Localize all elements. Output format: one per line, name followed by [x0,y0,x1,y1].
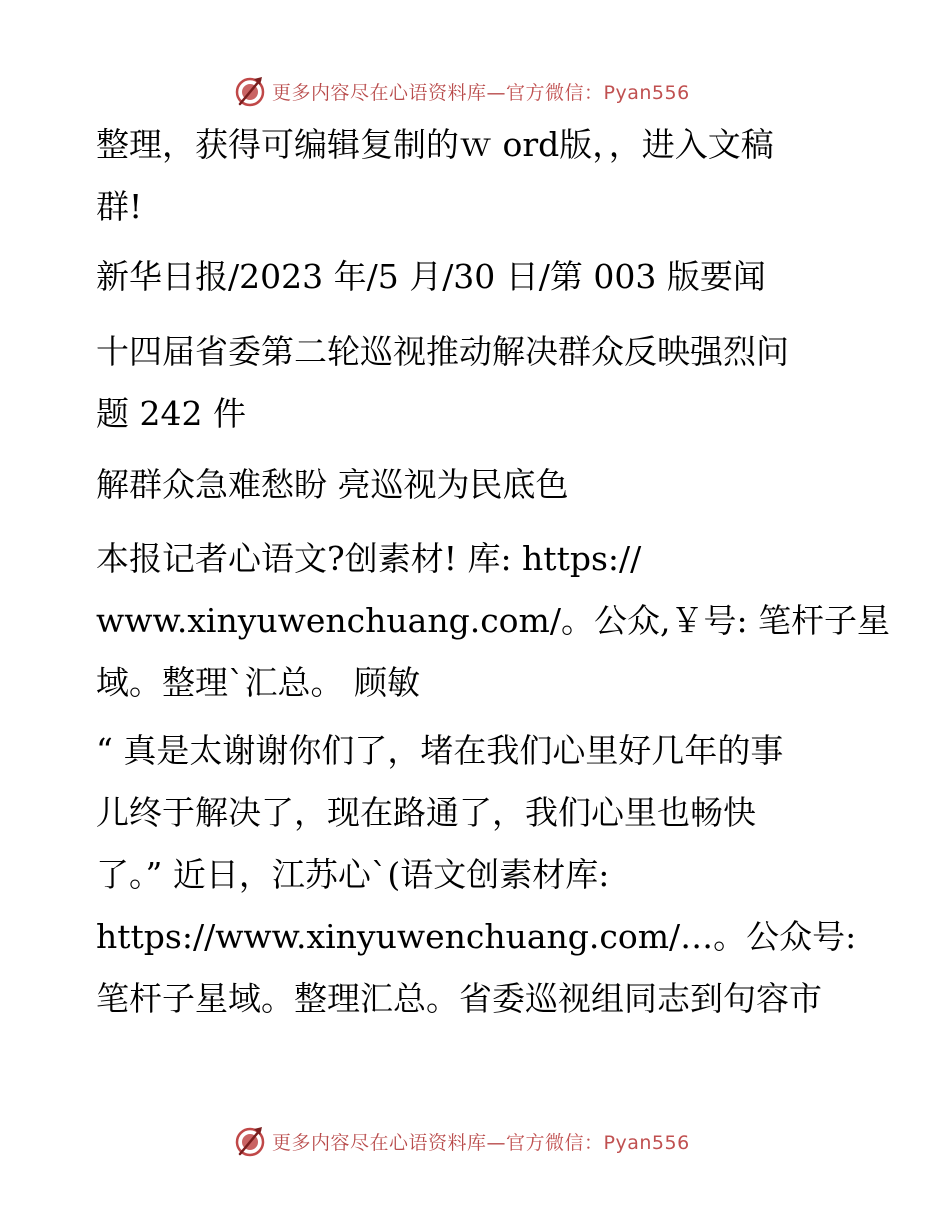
banner-wechat-text: 官方微信：Pyan556 [506,1131,690,1154]
paragraph-source [96,246,866,308]
text-line: 笔杆子星域。整理汇总。省委巡视组同志到句容市 [96,979,822,1018]
paragraph-body [96,720,866,1030]
text-line: www.xinyuwenchuang.com/。公众,￥号: 笔杆子星 [96,601,891,640]
banner-content [234,1124,690,1158]
banner-site-text: 更多内容尽在心语资料库 [272,81,487,104]
text-line: 了。” 近日，江苏心`(语文创素材库: [96,855,610,894]
text-line: https://www.xinyuwenchuang.com/…。公众号: [96,917,857,956]
text-line: 十四届省委第二轮巡视推动解决群众反映强烈问 [96,332,789,371]
text-line: 题 242 件 [96,394,246,433]
text-line: 域。整理`汇总。 顾敏 [96,663,420,702]
paragraph-headline [96,321,866,445]
banner-wechat-text: 官方微信：Pyan556 [506,81,690,104]
banner-site-text: 更多内容尽在心语资料库 [272,1131,487,1154]
header-banner [0,70,950,110]
text-line: 群! [96,187,143,226]
text-line: 本报记者心语文?创素材! 库: https:// [96,539,642,578]
text-line: 解群众急难愁盼 亮巡视为民底色 [96,465,569,504]
banner-content [234,74,690,108]
text-line: 儿终于解决了，现在路通了，我们心里也畅快 [96,793,756,832]
quill-logo-icon [234,1125,266,1157]
text-line: 新华日报/2023 年/5 月/30 日/第 003 版要闻 [96,257,766,296]
paragraph-subheadline [96,454,866,516]
text-line: 整理，获得可编辑复制的ｗ ord版，，进入文稿 [96,125,774,164]
banner-text [272,1128,690,1155]
banner-text [272,78,690,105]
paragraph-intro [96,114,866,238]
banner-separator: — [486,81,507,104]
footer-banner [0,1120,950,1160]
quill-logo-icon [234,75,266,107]
paragraph-byline [96,528,891,714]
text-line: “ 真是太谢谢你们了，堵在我们心里好几年的事 [96,731,784,770]
banner-separator: — [486,1131,507,1154]
